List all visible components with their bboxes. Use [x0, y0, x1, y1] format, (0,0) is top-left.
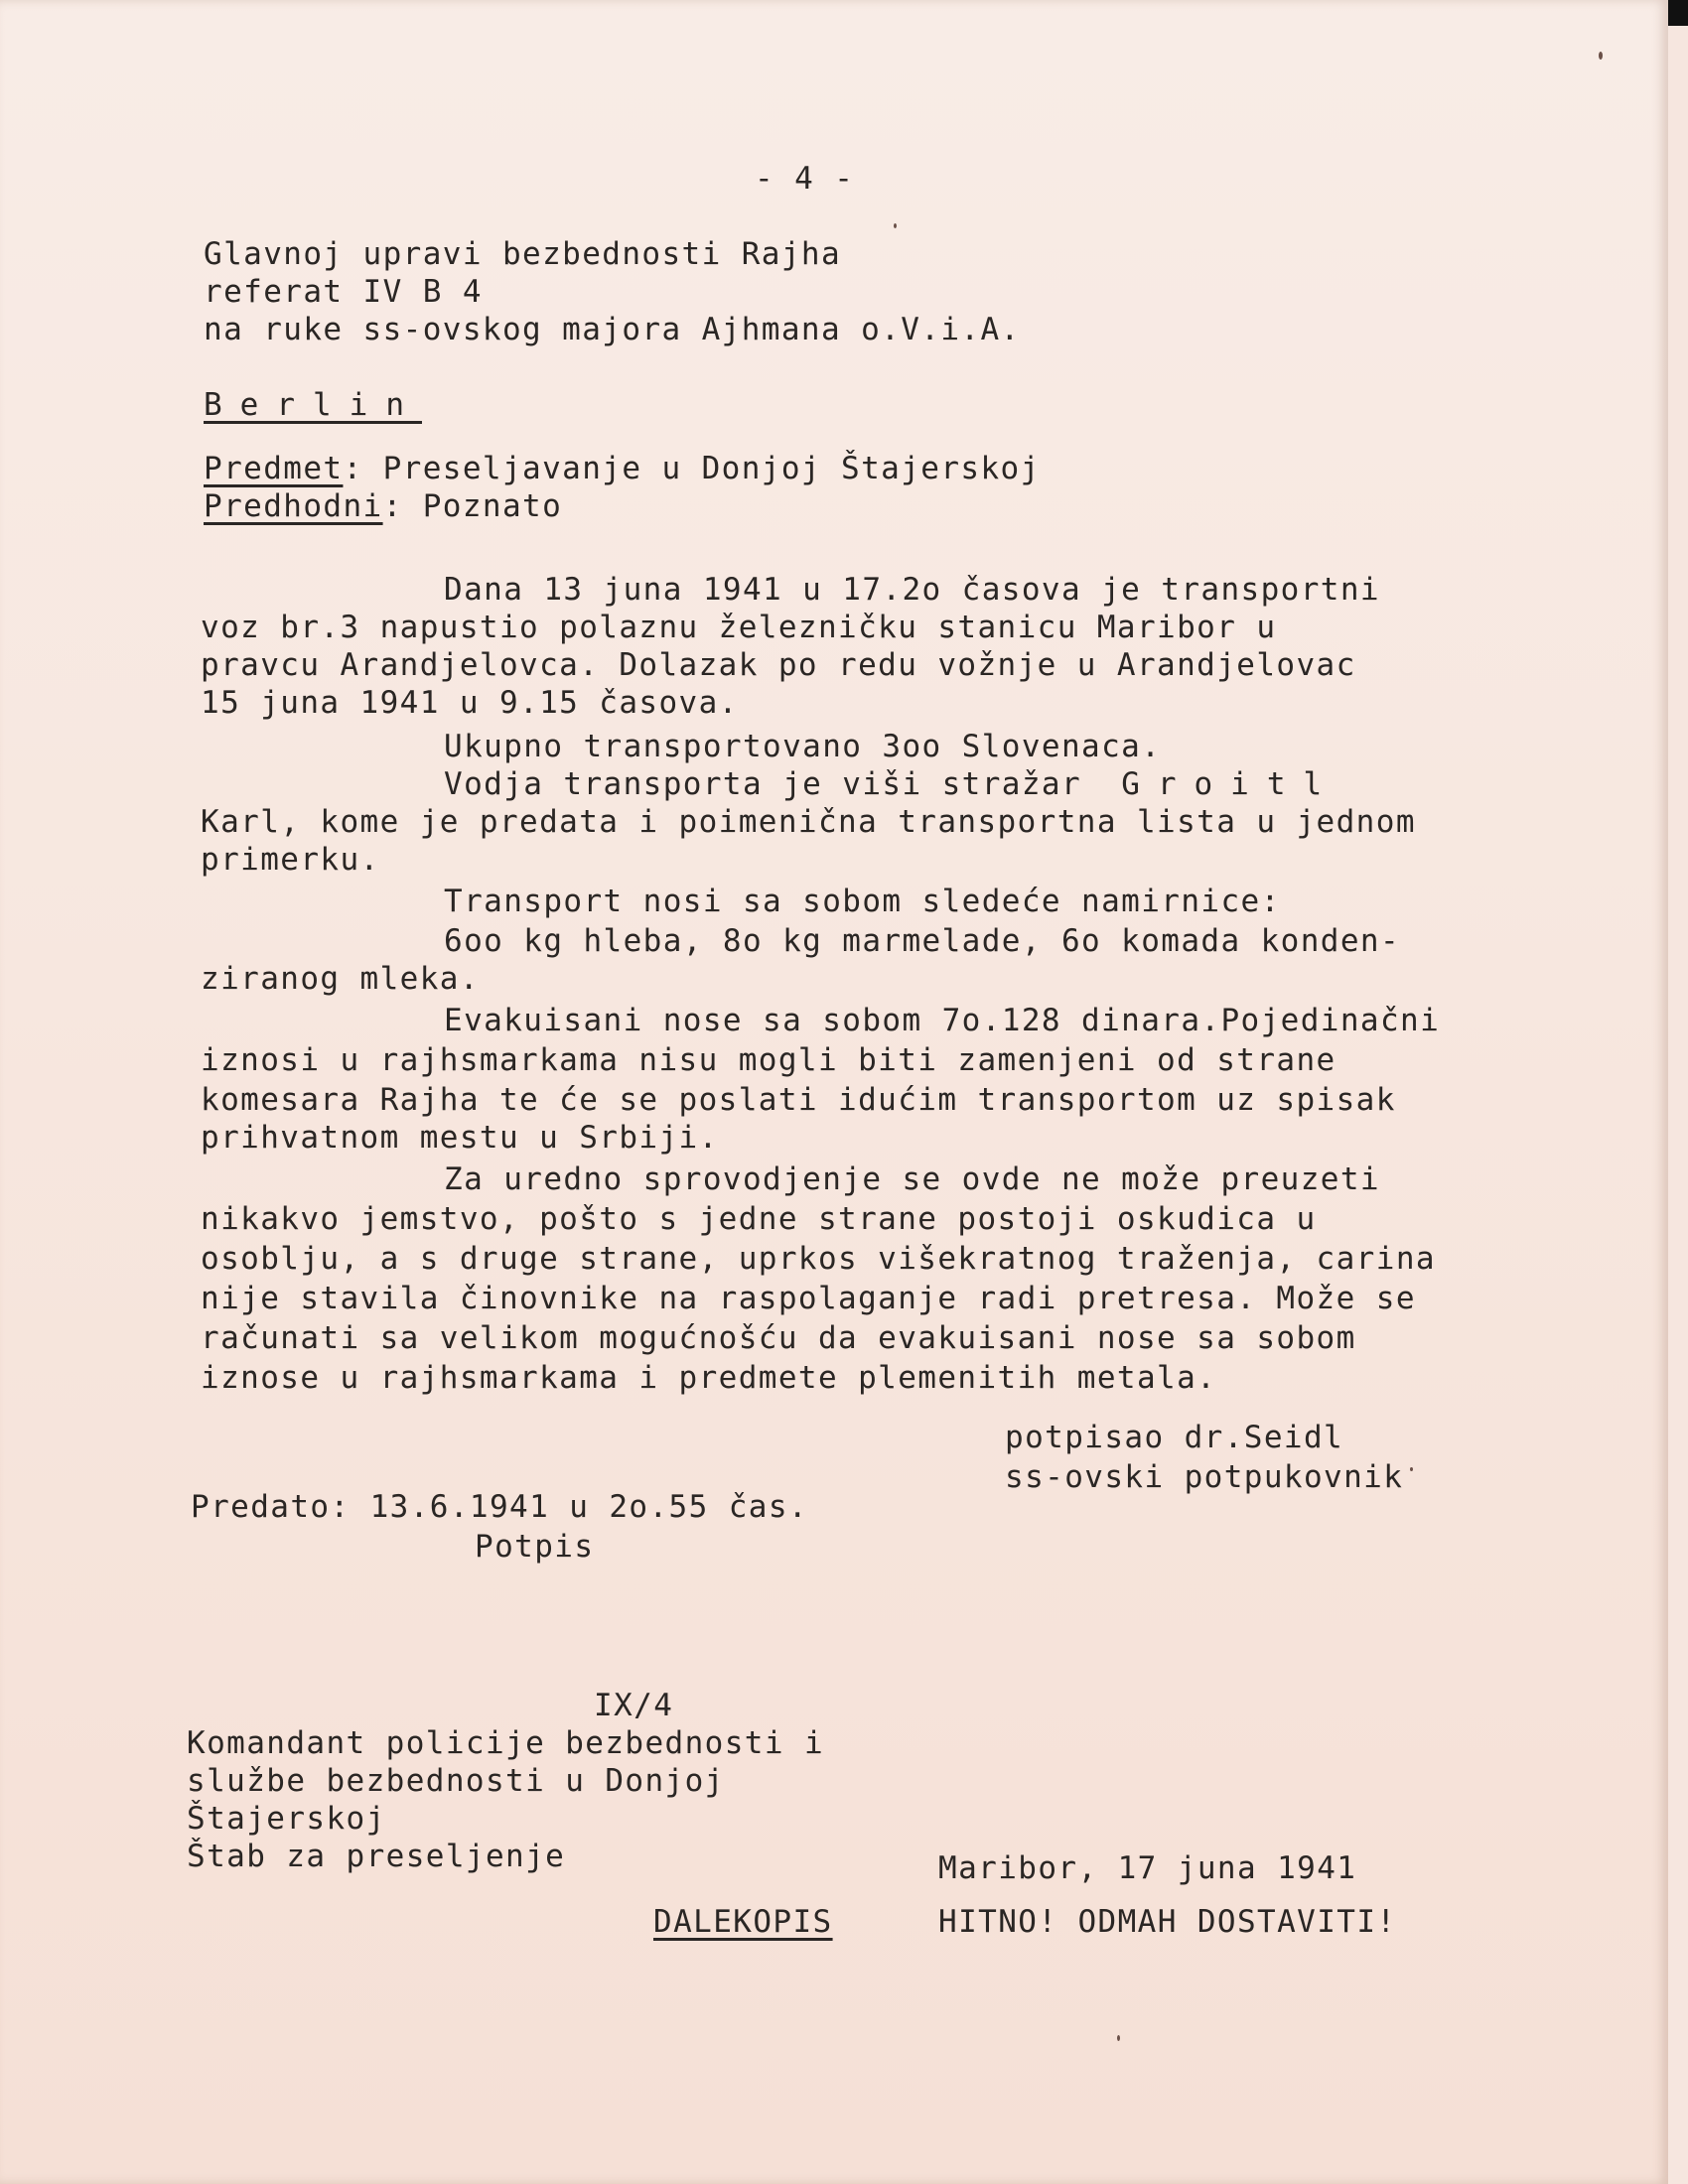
- body-line-12: Evakuisani nose sa sobom 7o.128 dinara.Pojedinačni: [444, 1003, 1441, 1038]
- recipient-line-1: Glavnoj upravi bezbednosti Rajha: [204, 236, 842, 272]
- body-line-20: računati sa velikom mogućnošću da evakuisani nose sa sobom: [201, 1320, 1356, 1356]
- paper-mark: [1599, 52, 1603, 60]
- sender-line-2: službe bezbednosti u Donjoj: [187, 1763, 725, 1799]
- signature-line-2: ss-ovski potpukovnik: [1005, 1459, 1404, 1495]
- delivered-line: Predato: 13.6.1941 u 2o.55 čas.: [191, 1489, 808, 1525]
- signature-line-1: potpisao dr.Seidl: [1005, 1420, 1344, 1455]
- scan-edge: [1668, 0, 1688, 26]
- urgent-notice: HITNO! ODMAH DOSTAVITI!: [938, 1904, 1397, 1940]
- previous-line: [204, 488, 562, 524]
- body-line-7: Karl, kome je predata i poimenična transportna lista u jednom: [201, 804, 1416, 840]
- body-line-1: Dana 13 juna 1941 u 17.2o časova je transportni: [444, 572, 1380, 608]
- recipient-line-2: referat IV B 4: [204, 274, 483, 310]
- body-line-19: nije stavila činovnike na raspolaganje radi pretresa. Može se: [201, 1281, 1416, 1316]
- city-berlin: Berlin: [204, 387, 422, 423]
- body-line-5: Ukupno transportovano 3oo Slovenaca.: [444, 729, 1162, 764]
- subject-value: : Preseljavanje u Donjoj Štajerskoj: [343, 451, 1041, 486]
- paper-mark: [894, 223, 897, 228]
- body-line-18: osoblju, a s druge strane, uprkos višekratnog traženja, carina: [201, 1241, 1436, 1277]
- recipient-line-3: na ruke ss-ovskog majora Ajhmana o.V.i.A.: [204, 312, 1021, 347]
- body-line-10: 6oo kg hleba, 8o kg marmelade, 6o komada konden-: [444, 923, 1401, 959]
- previous-label: Predhodni: [204, 488, 383, 524]
- document-number: IX/4: [594, 1688, 674, 1723]
- paper-mark: [1410, 1467, 1413, 1471]
- body-line-8: primerku.: [201, 842, 380, 878]
- body-line-6-text: Vodja transporta je viši stražar: [444, 766, 1082, 802]
- body-line-11: ziranog mleka.: [201, 961, 480, 997]
- transport-leader-surname: Groitl: [1121, 766, 1340, 802]
- sender-line-3: Štajerskoj: [187, 1801, 386, 1837]
- telex-label: DALEKOPIS: [653, 1904, 833, 1940]
- delivered-signature: Potpis: [475, 1529, 595, 1565]
- body-line-2: voz br.3 napustio polaznu železničku stanicu Maribor u: [201, 610, 1277, 645]
- body-line-3: pravcu Arandjelovca. Dolazak po redu vožnje u Arandjelovac: [201, 647, 1356, 683]
- subject-label: Predmet: [204, 451, 344, 486]
- page-number: - 4 -: [755, 161, 855, 197]
- body-line-6: [444, 766, 1339, 802]
- previous-value: : Poznato: [382, 488, 563, 524]
- sender-line-1: Komandant policije bezbednosti i: [187, 1725, 825, 1761]
- body-line-21: iznose u rajhsmarkama i predmete plemenitih metala.: [201, 1360, 1217, 1396]
- body-line-9: Transport nosi sa sobom sledeće namirnice:: [444, 884, 1281, 919]
- sender-line-4: Štab za preseljenje: [187, 1839, 566, 1874]
- paper-mark: [1117, 2035, 1120, 2041]
- body-line-4: 15 juna 1941 u 9.15 časova.: [201, 685, 739, 721]
- body-line-17: nikakvo jemstvo, pošto s jedne strane postoji oskudica u: [201, 1201, 1317, 1237]
- subject-line: [204, 451, 1041, 486]
- body-line-16: Za uredno sprovodjenje se ovde ne može preuzeti: [444, 1161, 1380, 1197]
- body-line-13: iznosi u rajhsmarkama nisu mogli biti zamenjeni od strane: [201, 1042, 1336, 1078]
- body-line-14: komesara Rajha te će se poslati idućim transportom uz spisak: [201, 1082, 1396, 1118]
- body-line-15: prihvatnom mestu u Srbiji.: [201, 1120, 719, 1156]
- place-date: Maribor, 17 juna 1941: [938, 1850, 1357, 1886]
